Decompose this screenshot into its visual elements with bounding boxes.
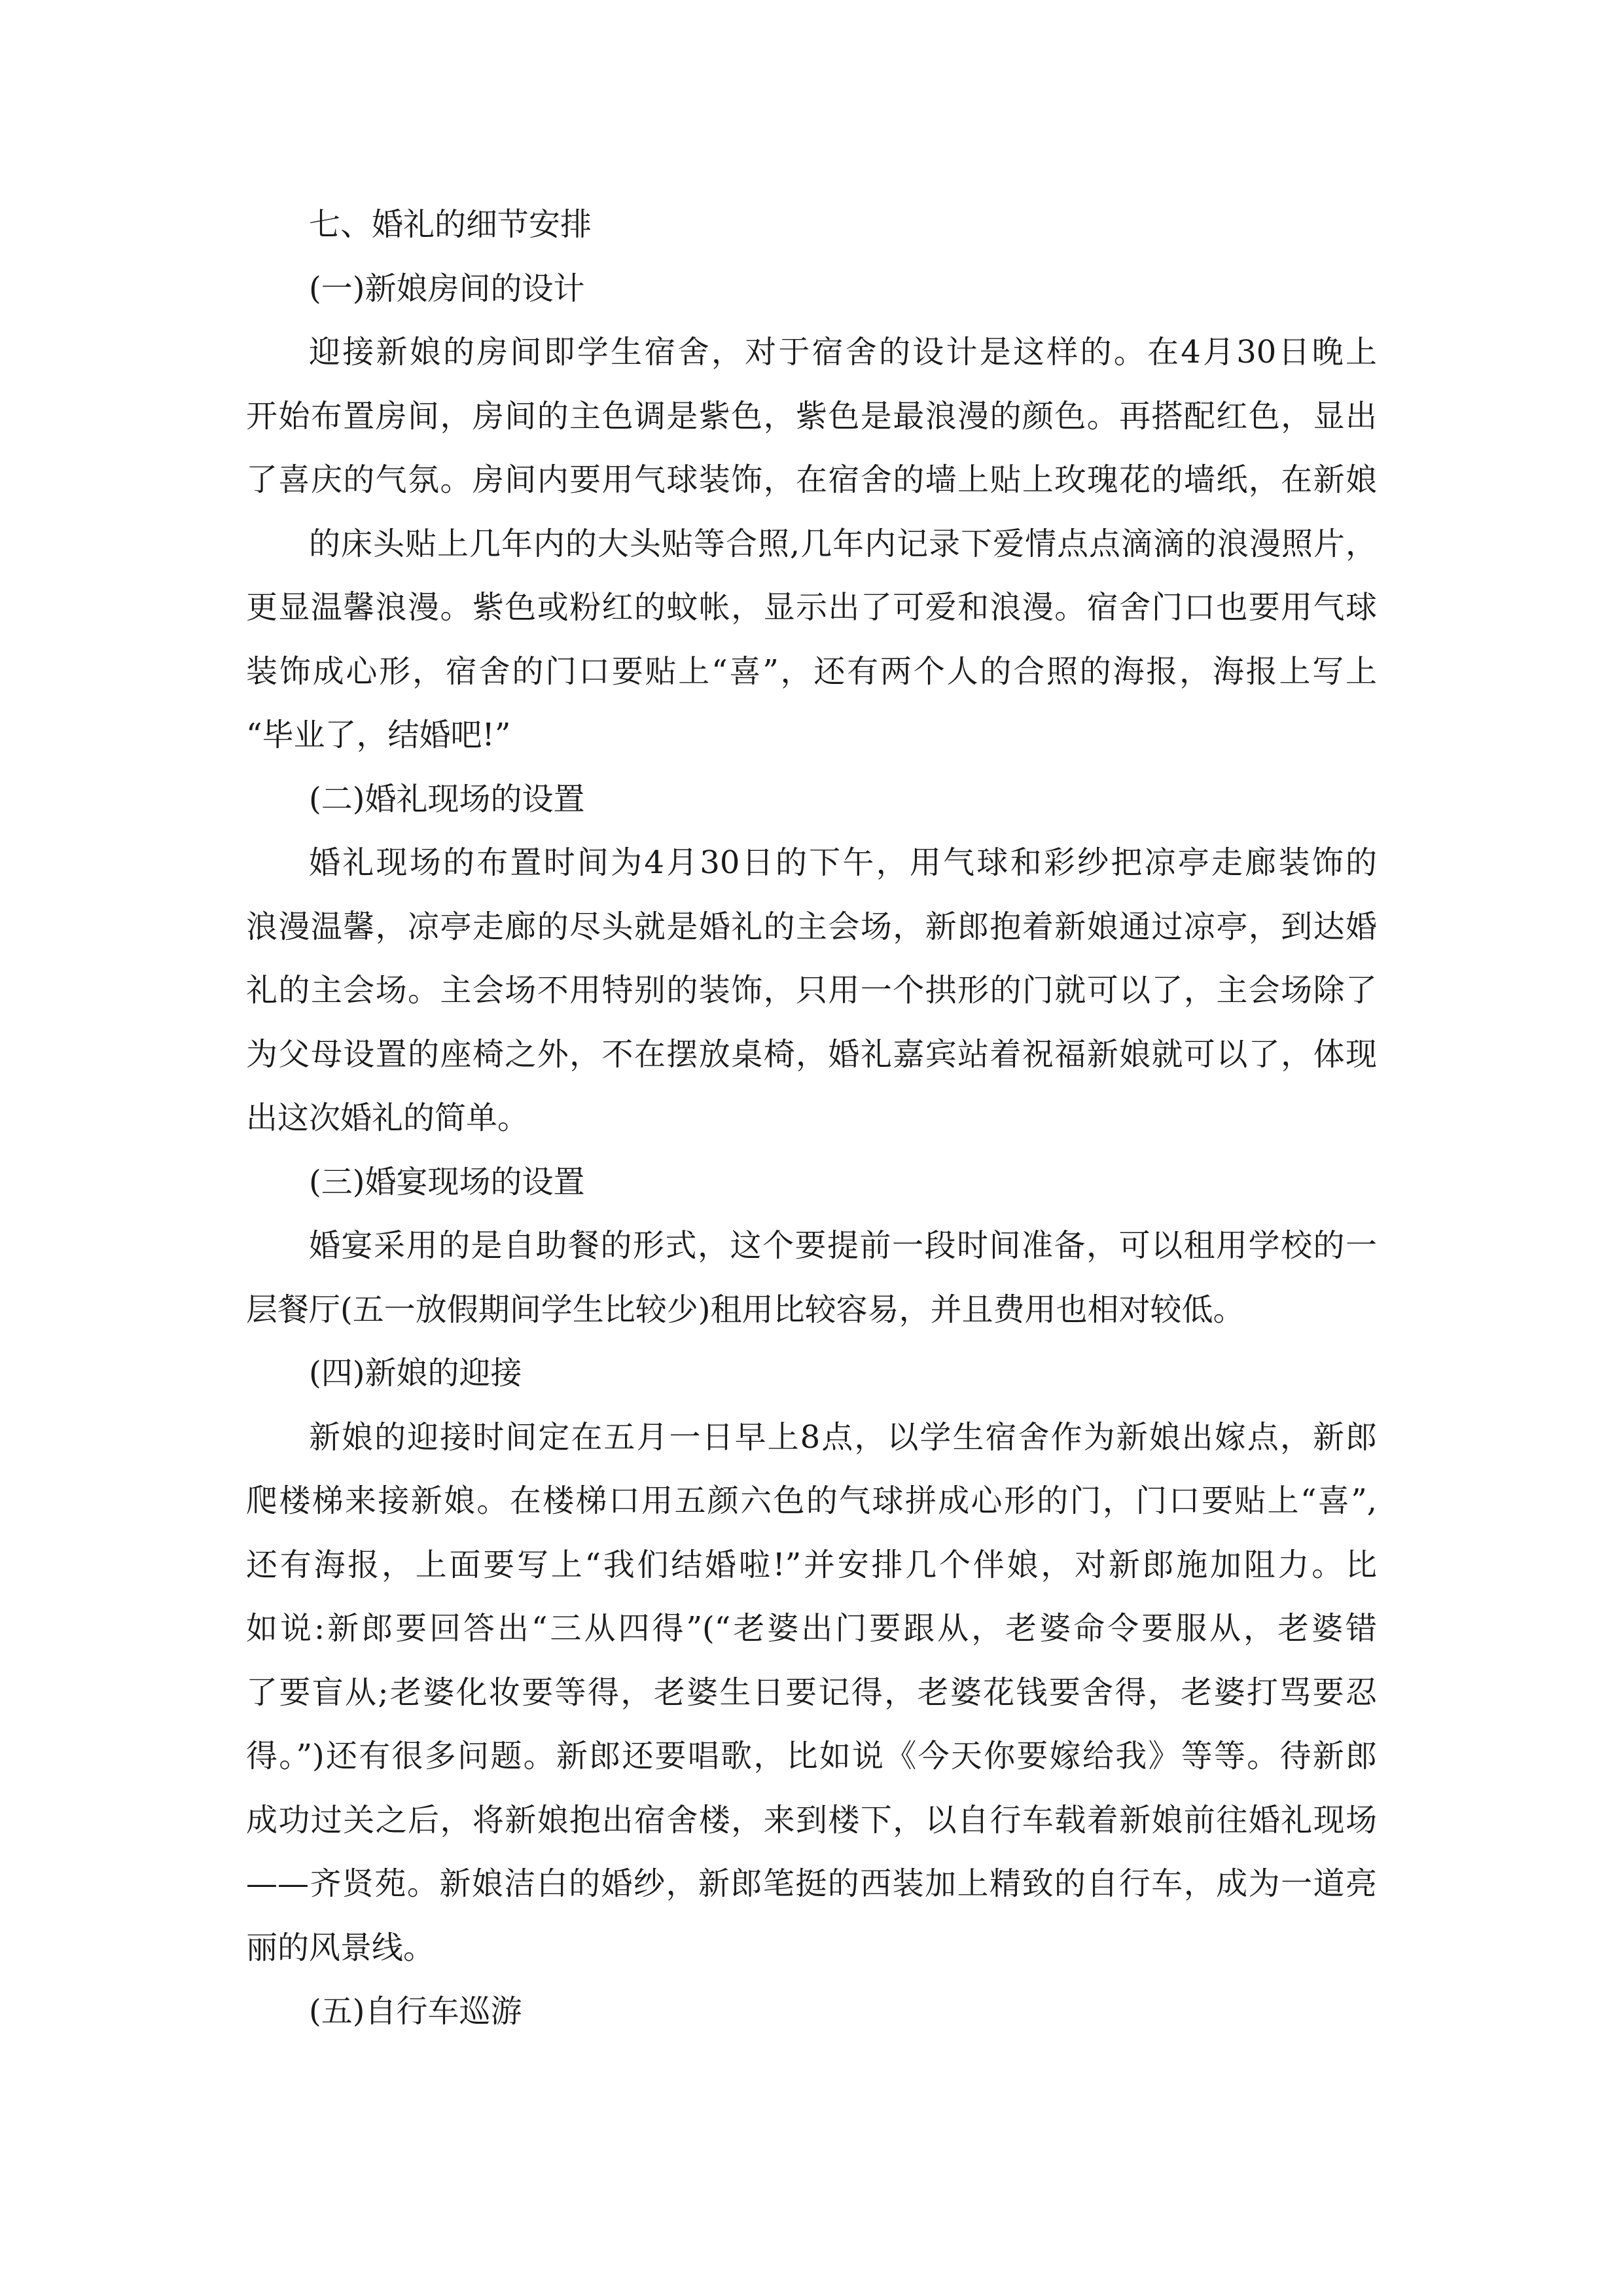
paragraph-line: 开始布置房间，房间的主色调是紫色，紫色是最浪漫的颜色。再搭配红色，显出 [246,397,1377,435]
subsection-title: (三)婚宴现场的设置 [309,1163,585,1200]
paragraph-line: 迎接新娘的房间即学生宿舍，对于宿舍的设计是这样的。在4月30日晚上 [309,334,1377,370]
paragraph-line: 丽的风景线。 [246,1929,435,1966]
paragraph-line: 层餐厅(五一放假期间学生比较少)租用比较容易，并且费用也相对较低。 [246,1291,1245,1328]
subsection-title: (五)自行车巡游 [309,1993,522,2030]
paragraph-line: 如说:新郎要回答出“三从四得”(“老婆出门要跟从，老婆命令要服从，老婆错 [246,1610,1377,1647]
paragraph-line: 礼的主会场。主会场不用特别的装饰，只用一个拱形的门就可以了，主会场除了 [246,972,1377,1009]
paragraph-line: ——齐贤苑。新娘洁白的婚纱，新郎笔挺的西装加上精致的自行车，成为一道亮 [246,1865,1377,1902]
paragraph-line: 爬楼梯来接新娘。在楼梯口用五颜六色的气球拼成心形的门，门口要贴上“喜”, [246,1482,1377,1519]
paragraph-line: 为父母设置的座椅之外，不在摆放桌椅，婚礼嘉宾站着祝福新娘就可以了，体现 [246,1035,1377,1073]
paragraph-line: 的床头贴上几年内的大头贴等合照,几年内记录下爱情点点滴滴的浪漫照片， [309,525,1377,562]
paragraph-line: 出这次婚礼的简单。 [246,1100,529,1136]
paragraph-line: 了喜庆的气氛。房间内要用气球装饰，在宿舍的墙上贴上玫瑰花的墙纸，在新娘 [246,461,1377,498]
subsection-title: (四)新娘的迎接 [309,1355,522,1391]
paragraph-line: 新娘的迎接时间定在五月一日早上8点，以学生宿舍作为新娘出嫁点，新郎 [309,1418,1377,1456]
paragraph-line: 浪漫温馨，凉亭走廊的尽头就是婚礼的主会场，新郎抱着新娘通过凉亭，到达婚 [246,908,1377,945]
paragraph-line: 婚礼现场的布置时间为4月30日的下午，用气球和彩纱把凉亭走廊装饰的 [309,844,1377,881]
paragraph-line: 装饰成心形，宿舍的门口要贴上“喜”，还有两个人的合照的海报，海报上写上 [246,653,1377,690]
paragraph-line: 得。”)还有很多问题。新郎还要唱歌，比如说《今天你要嫁给我》等等。待新郎 [246,1738,1377,1774]
paragraph-line: “毕业了，结婚吧!” [246,717,511,753]
subsection-title: (二)婚礼现场的设置 [309,780,585,817]
section-heading: 七、婚礼的细节安排 [309,206,592,243]
paragraph-line: 更显温馨浪漫。紫色或粉红的蚊帐，显示出了可爱和浪漫。宿舍门口也要用气球 [246,589,1377,626]
paragraph-line: 婚宴采用的是自助餐的形式，这个要提前一段时间准备，可以租用学校的一 [309,1227,1377,1264]
subsection-title: (一)新娘房间的设计 [309,270,585,307]
paragraph-line: 还有海报，上面要写上“我们结婚啦!”并安排几个伴娘，对新郎施加阻力。比 [246,1546,1377,1583]
paragraph-line: 了要盲从;老婆化妆要等得，老婆生日要记得，老婆花钱要舍得，老婆打骂要忍 [246,1674,1377,1711]
paragraph-line: 成功过关之后，将新娘抱出宿舍楼，来到楼下，以自行车载着新娘前往婚礼现场 [246,1801,1377,1839]
document-body [246,193,1377,2044]
